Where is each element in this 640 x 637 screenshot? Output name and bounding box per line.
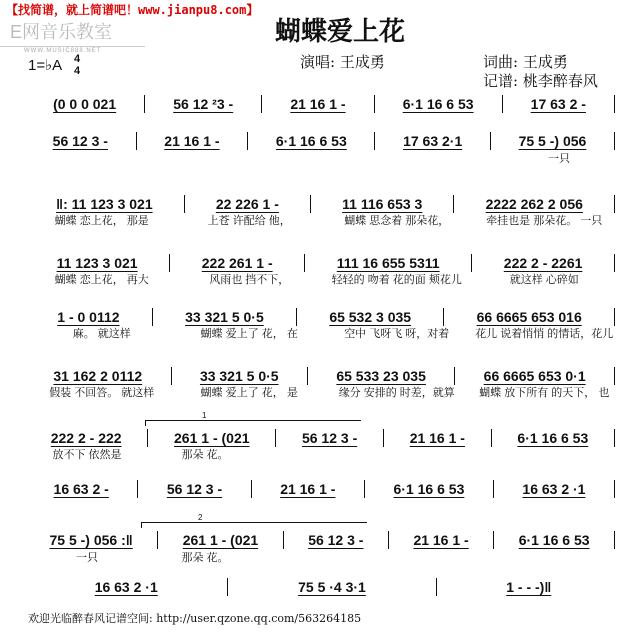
lyric-text: 就这样 心碎如 xyxy=(509,274,579,286)
singer: 演唱: 王成勇 xyxy=(300,53,385,71)
score-row xyxy=(28,253,618,273)
barline xyxy=(261,95,262,113)
lyrics-row xyxy=(28,387,618,400)
lyric-text: 蝴蝶 恋上花， 再大 xyxy=(54,274,149,286)
measure: 21 16 1 - xyxy=(413,532,469,548)
measure: 75 5 ·4 3·1 xyxy=(298,579,366,595)
barline xyxy=(171,367,172,385)
measure: 6·1 16 6 53 xyxy=(275,133,347,149)
lyrics-row xyxy=(28,449,618,462)
measure: 261 1 - (021 xyxy=(174,430,250,446)
barline xyxy=(493,531,494,549)
lyric-text xyxy=(500,449,618,462)
score-row xyxy=(28,131,618,151)
song-title: 蝴蝶爱上花 xyxy=(275,17,406,47)
barline xyxy=(614,195,615,213)
measure: 56 12 3 - xyxy=(301,430,358,446)
barline xyxy=(443,308,444,326)
lyrics-row xyxy=(28,215,618,228)
measure: 22 226 1 - xyxy=(215,196,279,212)
footer-link[interactable]: 欢迎光临醉春风记谱空间: http://user.qzone.qq.com/563264185 xyxy=(28,612,362,625)
lyric-text: 放不下 依然是 xyxy=(52,449,122,461)
barline xyxy=(614,132,615,150)
barline xyxy=(490,132,491,150)
measure: 1 - 0 0112 xyxy=(57,309,120,325)
barline xyxy=(614,95,615,113)
lyric-text: 蝴蝶 爱上了 花， 是 xyxy=(200,387,298,399)
barline xyxy=(144,95,145,113)
barline xyxy=(364,480,365,498)
barline xyxy=(184,195,185,213)
lyric-text: 蝴蝶 爱上了 花， 在 xyxy=(200,328,298,340)
lyric-text: 轻轻的 吻着 花的面 颊花儿 xyxy=(331,274,462,286)
lyric-text: 一只 xyxy=(76,552,98,564)
measure: 222 2 - 222 xyxy=(50,430,122,446)
barline xyxy=(614,429,615,447)
watermark-url: WWW.MUSIC888.NET xyxy=(24,48,102,54)
measure: 75 5 -) 056 :‖ xyxy=(49,532,133,548)
measure: 56 12 ²3 - xyxy=(173,96,234,112)
measure: 56 12 3 - xyxy=(166,481,223,497)
measure: 66 6665 653 0·1 xyxy=(483,368,586,384)
lyric-text: 风雨也 挡不下， xyxy=(209,274,290,286)
score-row xyxy=(28,479,618,499)
lyric-text xyxy=(264,552,382,565)
lyric-text: 花儿 说着悄悄 的情话，花儿 xyxy=(475,328,614,340)
measure: 6·1 16 6 53 xyxy=(517,430,589,446)
measure: 16 63 2 - xyxy=(53,481,109,497)
time-sig-bottom: 4 xyxy=(74,65,81,77)
lyric-text: 蝴蝶 放下所有 的天下， 也 xyxy=(479,387,610,399)
watermark-divider xyxy=(0,46,145,47)
barline xyxy=(491,429,492,447)
barline xyxy=(614,308,615,326)
barline xyxy=(614,254,615,272)
measure: (0 0 0 021 xyxy=(53,96,117,112)
score-row xyxy=(28,530,618,550)
lyric-text xyxy=(28,153,146,166)
time-signature xyxy=(74,53,80,77)
measure: 17 63 2·1 xyxy=(403,133,463,149)
volta-2 xyxy=(141,513,367,528)
barline xyxy=(157,531,158,549)
lyric-text xyxy=(264,449,382,462)
measure: 21 16 1 - xyxy=(409,430,465,446)
barline xyxy=(493,480,494,498)
lyric-text: 蝴蝶 恋上花， 那是 xyxy=(54,215,149,227)
measure: 21 16 1 - xyxy=(280,481,336,497)
lyric-text xyxy=(382,552,500,565)
lyrics-row xyxy=(28,328,618,341)
volta-1 xyxy=(145,411,361,426)
time-sig-top: 4 xyxy=(74,53,81,65)
lyric-text xyxy=(146,153,264,166)
measure: 17 63 2 - xyxy=(530,96,586,112)
lyric-text: 上苍 许配给 他， xyxy=(207,215,291,227)
lyric-text xyxy=(264,153,382,166)
score-row xyxy=(28,577,618,597)
measure: 111 16 655 5311 xyxy=(336,255,440,271)
barline xyxy=(251,480,252,498)
barline xyxy=(136,132,137,150)
barline xyxy=(310,195,311,213)
score-row xyxy=(28,94,618,114)
lyric-text: 蝴蝶 思念着 那朵花， xyxy=(344,215,450,227)
barline xyxy=(453,195,454,213)
measure: 33 321 5 0·5 xyxy=(185,309,264,325)
barline xyxy=(307,367,308,385)
measure: 65 533 23 035 xyxy=(336,368,426,384)
key-signature: 1=♭A xyxy=(28,57,63,74)
barline xyxy=(169,254,170,272)
measure: 21 16 1 - xyxy=(290,96,346,112)
measure: 222 2 - 2261 xyxy=(503,255,583,271)
barline xyxy=(304,254,305,272)
barline xyxy=(614,367,615,385)
measure: 21 16 1 - xyxy=(164,133,220,149)
measure: 16 63 2 ·1 xyxy=(522,481,586,497)
measure: 2222 262 2 056 xyxy=(485,196,583,212)
volta-1-label: 1 xyxy=(202,411,207,420)
barline xyxy=(227,578,228,596)
barline xyxy=(374,132,375,150)
barline xyxy=(152,308,153,326)
barline xyxy=(137,480,138,498)
barline xyxy=(454,367,455,385)
lyric-text xyxy=(382,153,500,166)
measure: 6·1 16 6 53 xyxy=(402,96,474,112)
measure: 6·1 16 6 53 xyxy=(518,532,590,548)
barline xyxy=(275,429,276,447)
lyric-text: 那朵 花。 xyxy=(181,449,229,461)
lyrics-row xyxy=(28,274,618,287)
score-row xyxy=(28,194,618,214)
lyric-text: 牵挂也是 那朵花。 一只 xyxy=(486,215,603,227)
measure: 6·1 16 6 53 xyxy=(393,481,465,497)
measure: 65 532 3 035 xyxy=(329,309,412,325)
measure: 11 123 3 021 xyxy=(56,255,138,271)
lyric-text xyxy=(382,449,500,462)
measure: 75 5 -) 056 xyxy=(518,133,587,149)
measure: 1 - - -)‖ xyxy=(506,579,552,595)
watermark-logo: E网音乐教室 xyxy=(10,22,113,42)
lyric-text: 一只 xyxy=(548,153,570,165)
score-row xyxy=(28,428,618,448)
lyric-text: 空中 飞呀飞 呀，对着 xyxy=(344,328,450,340)
barline xyxy=(383,429,384,447)
barline xyxy=(147,429,148,447)
barline xyxy=(247,132,248,150)
lyric-text: 那朵 花。 xyxy=(181,552,229,564)
measure: 222 261 1 - xyxy=(201,255,273,271)
barline xyxy=(436,578,437,596)
barline xyxy=(614,480,615,498)
lyrics-row xyxy=(28,552,618,565)
measure: 31 162 2 0112 xyxy=(53,368,143,384)
barline xyxy=(388,531,389,549)
measure: 66 6665 653 016 xyxy=(476,309,582,325)
measure: 16 63 2 ·1 xyxy=(94,579,158,595)
measure: ‖: 11 123 3 021 xyxy=(56,196,153,212)
score-row xyxy=(28,307,618,327)
lyric-text: 假装 不回答。 就这样 xyxy=(49,387,155,399)
barline xyxy=(502,95,503,113)
lyrics-row xyxy=(28,153,618,166)
lyric-text: 麻。 就这样 xyxy=(72,328,131,340)
barline xyxy=(614,531,615,549)
ad-banner[interactable]: 【找简谱，就上简谱吧！www.jianpu8.com】 xyxy=(6,3,259,17)
barline xyxy=(296,308,297,326)
transcriber: 记谱: 桃李醉春风 xyxy=(483,72,598,90)
barline xyxy=(471,254,472,272)
measure: 56 12 3 - xyxy=(52,133,108,149)
composer: 词曲: 王成勇 xyxy=(483,53,568,71)
volta-2-label: 2 xyxy=(198,513,203,522)
score-row xyxy=(28,366,618,386)
measure: 33 321 5 0·5 xyxy=(199,368,279,384)
measure: 261 1 - (021 xyxy=(182,532,259,548)
measure: 56 12 3 - xyxy=(308,532,364,548)
barline xyxy=(283,531,284,549)
barline xyxy=(374,95,375,113)
lyric-text: 缘分 安排的 时差，就算 xyxy=(338,387,455,399)
measure: 11 116 653 3 xyxy=(342,196,423,212)
lyric-text xyxy=(500,552,618,565)
